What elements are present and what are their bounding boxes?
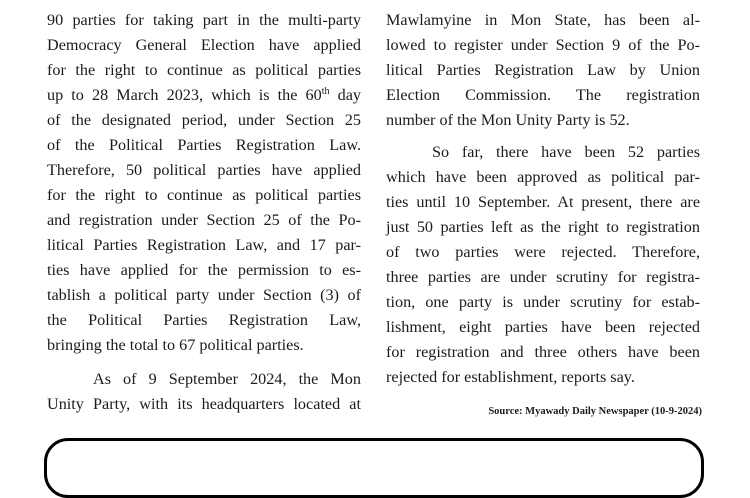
text-line: number of the Mon Unity Party is 52.: [386, 111, 630, 129]
text-line: ties have applied for the permission to es-: [47, 261, 361, 279]
text-line: of two parties were rejected. Therefore,: [386, 243, 700, 261]
text-line: 90 parties for taking part in the multi-party: [47, 11, 361, 29]
text-line: rejected for establishment, reports say.: [386, 368, 635, 386]
text-line: which have been approved as political par-: [386, 168, 700, 186]
text-line: of the designated period, under Section 25: [47, 111, 361, 129]
text-line: and registration under Section 25 of the Po-: [47, 211, 361, 229]
text-line: Unity Party, with its headquarters located at: [47, 395, 361, 413]
text-line: litical Parties Registration Law, and 17 par-: [47, 236, 361, 254]
text-line: for the right to continue as political parties: [47, 186, 361, 204]
text-line: tion, one party is under scrutiny for estab-: [386, 293, 700, 311]
rounded-frame-box: [44, 438, 704, 498]
text-line: lowed to register under Section 9 of the Po-: [386, 36, 700, 54]
text-line: just 50 parties left as the right to registration: [386, 218, 700, 236]
text-line: litical Parties Registration Law by Union: [386, 61, 700, 79]
text-line: of the Political Parties Registration Law.: [47, 136, 361, 154]
text-segment: up to 28 March 2023, which is the 60: [47, 86, 322, 104]
text-line: bringing the total to 67 political parties.: [47, 336, 304, 354]
text-line: for the right to continue as political parties: [47, 61, 361, 79]
text-line: the Political Parties Registration Law,: [47, 311, 361, 329]
text-line: So far, there have been 52 parties: [432, 143, 700, 161]
text-line: [47, 83, 361, 107]
text-line: three parties are under scrutiny for registra-: [386, 268, 700, 286]
text-line: Therefore, 50 political parties have applied: [47, 161, 361, 179]
text-line: As of 9 September 2024, the Mon: [93, 370, 361, 388]
text-line: lishment, eight parties have been rejected: [386, 318, 700, 336]
superscript: th: [321, 86, 330, 97]
text-line: Mawlamyine in Mon State, has been al-: [386, 11, 700, 29]
text-line: Democracy General Election have applied: [47, 36, 361, 54]
text-line: Election Commission. The registration: [386, 86, 700, 104]
text-segment: day: [329, 86, 361, 104]
text-line: tablish a political party under Section (3) of: [47, 286, 361, 304]
source-citation: Source: Myawady Daily Newspaper (10-9-2024): [488, 406, 702, 417]
text-line: for registration and three others have been: [386, 343, 700, 361]
text-line: ties until 10 September. At present, there are: [386, 193, 700, 211]
